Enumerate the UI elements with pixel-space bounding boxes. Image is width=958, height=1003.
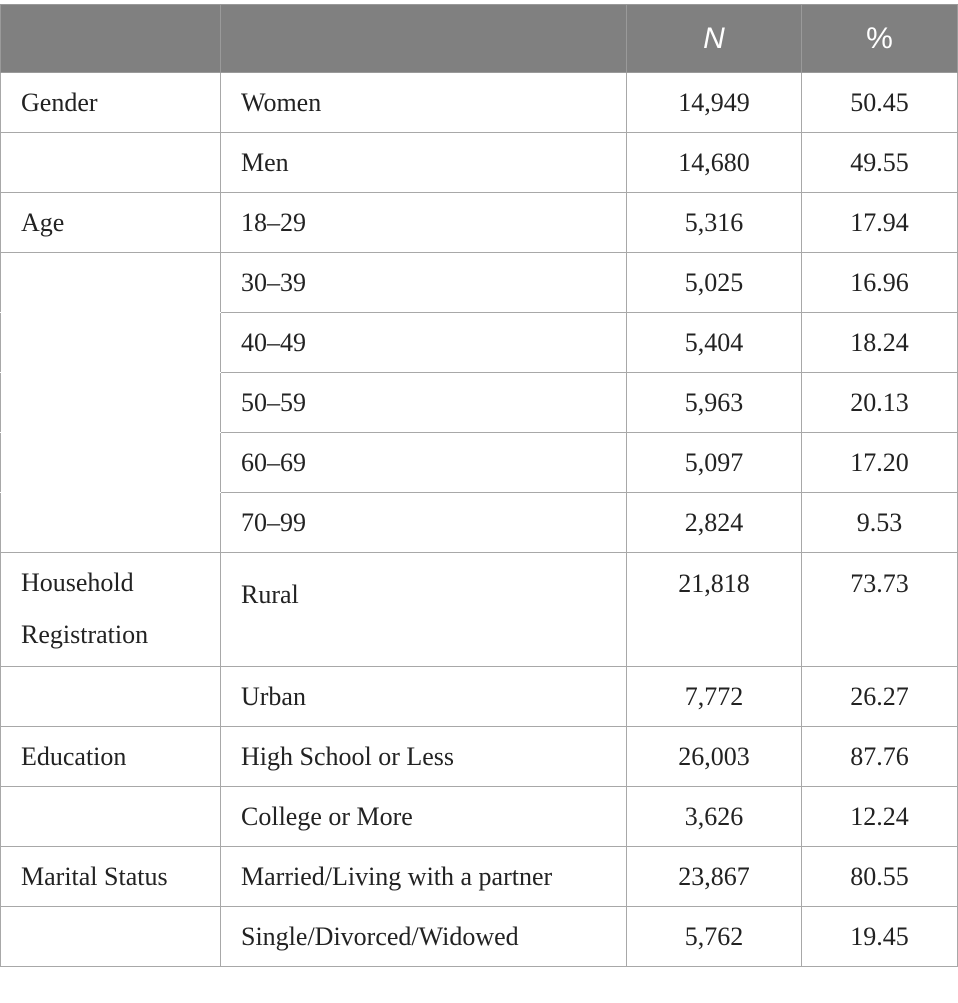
category-cell xyxy=(1,133,221,193)
category-cell: Household Registration xyxy=(1,553,221,667)
n-cell: 14,680 xyxy=(627,133,802,193)
subcategory-cell: 60–69 xyxy=(221,433,627,493)
table-row xyxy=(1,73,958,133)
table-row xyxy=(1,667,958,727)
percent-cell: 50.45 xyxy=(802,73,958,133)
subcategory-cell: 18–29 xyxy=(221,193,627,253)
subcategory-cell: Rural xyxy=(221,553,627,667)
category-cell xyxy=(1,787,221,847)
category-cell xyxy=(1,907,221,967)
subcategory-cell: Urban xyxy=(221,667,627,727)
n-cell: 5,404 xyxy=(627,313,802,373)
n-cell: 5,025 xyxy=(627,253,802,313)
subcategory-cell: Women xyxy=(221,73,627,133)
table-header xyxy=(1,5,958,73)
n-cell: 14,949 xyxy=(627,73,802,133)
subcategory-cell: High School or Less xyxy=(221,727,627,787)
n-cell: 21,818 xyxy=(627,553,802,667)
category-cell: Gender xyxy=(1,73,221,133)
subcategory-cell: Married/Living with a partner xyxy=(221,847,627,907)
percent-cell: 18.24 xyxy=(802,313,958,373)
table-body xyxy=(1,73,958,967)
category-cell: Age xyxy=(1,193,221,253)
header-category xyxy=(1,5,221,73)
n-cell: 23,867 xyxy=(627,847,802,907)
percent-cell: 87.76 xyxy=(802,727,958,787)
n-cell: 5,963 xyxy=(627,373,802,433)
table-row xyxy=(1,133,958,193)
table-row xyxy=(1,373,958,433)
percent-cell: 17.20 xyxy=(802,433,958,493)
n-cell: 5,316 xyxy=(627,193,802,253)
percent-cell: 80.55 xyxy=(802,847,958,907)
demographics-table xyxy=(0,4,958,967)
table-row xyxy=(1,727,958,787)
subcategory-cell: Single/Divorced/Widowed xyxy=(221,907,627,967)
percent-cell: 26.27 xyxy=(802,667,958,727)
header-subcategory xyxy=(221,5,627,73)
table-row xyxy=(1,193,958,253)
table-row xyxy=(1,313,958,373)
subcategory-cell: College or More xyxy=(221,787,627,847)
subcategory-cell: 50–59 xyxy=(221,373,627,433)
category-cell xyxy=(1,373,221,433)
category-cell xyxy=(1,667,221,727)
percent-cell: 49.55 xyxy=(802,133,958,193)
category-cell: Marital Status xyxy=(1,847,221,907)
category-cell xyxy=(1,253,221,313)
n-cell: 2,824 xyxy=(627,493,802,553)
category-cell xyxy=(1,493,221,553)
percent-cell: 73.73 xyxy=(802,553,958,667)
table-row xyxy=(1,907,958,967)
n-cell: 3,626 xyxy=(627,787,802,847)
n-cell: 7,772 xyxy=(627,667,802,727)
n-cell: 5,762 xyxy=(627,907,802,967)
category-cell xyxy=(1,433,221,493)
header-percent: % xyxy=(802,5,958,73)
header-n: N xyxy=(627,5,802,73)
subcategory-cell: 70–99 xyxy=(221,493,627,553)
subcategory-cell: 40–49 xyxy=(221,313,627,373)
table-row xyxy=(1,553,958,667)
subcategory-cell: Men xyxy=(221,133,627,193)
table-row xyxy=(1,253,958,313)
percent-cell: 20.13 xyxy=(802,373,958,433)
subcategory-cell: 30–39 xyxy=(221,253,627,313)
percent-cell: 16.96 xyxy=(802,253,958,313)
percent-cell: 19.45 xyxy=(802,907,958,967)
table-row xyxy=(1,493,958,553)
table-row xyxy=(1,787,958,847)
table-row xyxy=(1,433,958,493)
n-cell: 5,097 xyxy=(627,433,802,493)
category-cell xyxy=(1,313,221,373)
table-row xyxy=(1,847,958,907)
percent-cell: 12.24 xyxy=(802,787,958,847)
header-row xyxy=(1,5,958,73)
category-cell: Education xyxy=(1,727,221,787)
percent-cell: 9.53 xyxy=(802,493,958,553)
n-cell: 26,003 xyxy=(627,727,802,787)
percent-cell: 17.94 xyxy=(802,193,958,253)
